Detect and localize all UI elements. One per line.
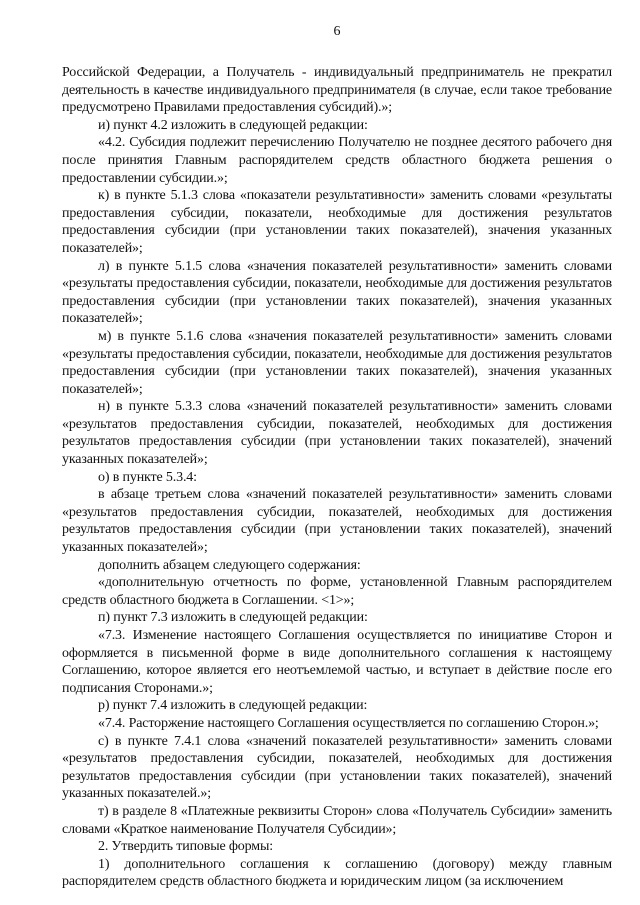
paragraph-item-k: к) в пункте 5.1.3 слова «показатели результативности» заменить словами «результаты предоставления субсидии, показатели, необходимые для достижения результатов предоставления субсидии (при установлении таких показателей), значения указанных показателей»; bbox=[62, 188, 612, 256]
paragraph-item-t: т) в разделе 8 «Платежные реквизиты Сторон» слова «Получатель Субсидии» заменить словами «Краткое наименование Получателя Субсидии»; bbox=[62, 803, 612, 837]
paragraph-item-n: н) в пункте 5.3.3 слова «значений показателей результативности» заменить словами «результатов предоставления субсидии, показателей, необходимых для достижения результатов предоставления субсидии (при установлении таких показателей), значений указанных показателей»; bbox=[62, 399, 612, 468]
paragraph-quote-4-2: «4.2. Субсидия подлежит перечислению Получателю не позднее десятого рабочего дня после принятия Главным распорядителем средств областного бюджета решения о предоставлении субсидии.»; bbox=[62, 135, 612, 186]
paragraph-item-o: о) в пункте 5.3.4: bbox=[98, 469, 197, 485]
paragraph-item-o-detail: в абзаце третьем слова «значений показателей результативности» заменить словами «результатов предоставления субсидии, показателей, необходимых для достижения результатов предоставления субсидии (при установлении таких показателей), значений указанных показателей»; bbox=[62, 487, 612, 556]
paragraph-continuation: Российской Федерации, а Получатель - индивидуальный предприниматель не прекратил деятельность в качестве индивидуального предпринимателя (в случае, если такое требование предусмотрено Правилами предоставления субсидий).»; bbox=[62, 65, 612, 116]
paragraph-item-s: с) в пункте 7.4.1 слова «значений показателей результативности» заменить словами «результатов предоставления субсидии, показателей, необходимых для достижения результатов предоставления субсидии (при установлении таких показателей), значений указанных показателей.»; bbox=[62, 733, 612, 802]
paragraph-item-p: п) пункт 7.3 изложить в следующей редакции: bbox=[98, 610, 368, 626]
paragraph-quote-7-4: «7.4. Расторжение настоящего Соглашения осуществляется по соглашению Сторон.»; bbox=[98, 715, 599, 731]
paragraph-item-r: р) пункт 7.4 изложить в следующей редакции: bbox=[98, 698, 368, 714]
document-body bbox=[62, 64, 612, 891]
page-number: 6 bbox=[333, 24, 341, 39]
paragraph-item-l: л) в пункте 5.1.5 слова «значения показателей результативности» заменить словами «результаты предоставления субсидии, показатели, необходимые для достижения результатов предоставления субсидии (при установлении таких показателей), значения указанных показателей»; bbox=[62, 258, 612, 327]
paragraph-item-m: м) в пункте 5.1.6 слова «значения показателей результативности» заменить словами «результаты предоставления субсидии, показатели, необходимые для достижения результатов предоставления субсидии (при установлении таких показателей), значения указанных показателей»; bbox=[62, 328, 612, 397]
paragraph-form-1: 1) дополнительного соглашения к соглашению (договору) между главным распорядителем средств областного бюджета и юридическим лицом (за исключением bbox=[62, 856, 612, 890]
paragraph-add-abzac: дополнить абзацем следующего содержания: bbox=[98, 557, 361, 573]
paragraph-quote-7-3: «7.3. Изменение настоящего Соглашения осуществляется по инициативе Сторон и оформляется в письменной форме в виде дополнительного соглашения к настоящему Соглашению, которое является его неотъемлемой частью, и вступает в действие после его подписания Сторонами.»; bbox=[62, 628, 612, 696]
paragraph-additional-reporting: «дополнительную отчетность по форме, установленной Главным распорядителем средств областного бюджета в Соглашении. <1>»; bbox=[62, 575, 612, 608]
paragraph-section-2: 2. Утвердить типовые формы: bbox=[98, 839, 274, 855]
paragraph-item-i: и) пункт 4.2 изложить в следующей редакции: bbox=[98, 117, 368, 133]
